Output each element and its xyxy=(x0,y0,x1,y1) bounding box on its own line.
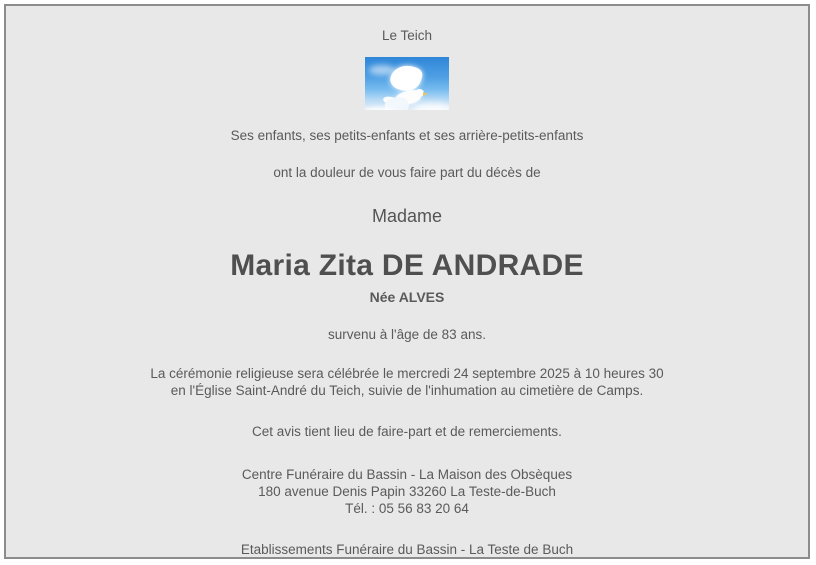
dove-in-sky-photo xyxy=(365,57,449,110)
funeral-home-name: Centre Funéraire du Bassin - La Maison des Obsèques xyxy=(241,467,573,482)
ceremony-line-2: en l'Église Saint-André du Teich, suivie de l'inhumation au cimetière de Camps. xyxy=(170,383,644,398)
maiden-name: Née ALVES xyxy=(369,289,445,305)
death-notice-card xyxy=(4,4,810,559)
thanks-line: Cet avis tient lieu de faire-part et de remerciements. xyxy=(252,424,562,439)
cloud-shape xyxy=(413,103,449,110)
announcement-line: ont la douleur de vous faire part du décès de xyxy=(273,165,541,180)
funeral-home-phone: Tél. : 05 56 83 20 64 xyxy=(345,501,469,516)
honorific-title: Madame xyxy=(371,206,443,226)
deceased-name: Maria Zita DE ANDRADE xyxy=(230,249,584,282)
town-name: Le Teich xyxy=(381,28,433,43)
dove-beak xyxy=(423,92,428,96)
age-line: survenu à l'âge de 83 ans. xyxy=(328,327,486,342)
establishment-line: Etablissements Funéraire du Bassin - La Teste de Buch xyxy=(240,542,574,557)
funeral-home-address: 180 avenue Denis Papin 33260 La Teste-de-Buch xyxy=(258,484,556,499)
family-line: Ses enfants, ses petits-enfants et ses arrière-petits-enfants xyxy=(230,128,584,143)
ceremony-line-1: La cérémonie religieuse sera célébrée le mercredi 24 septembre 2025 à 10 heures 30 xyxy=(150,366,664,381)
